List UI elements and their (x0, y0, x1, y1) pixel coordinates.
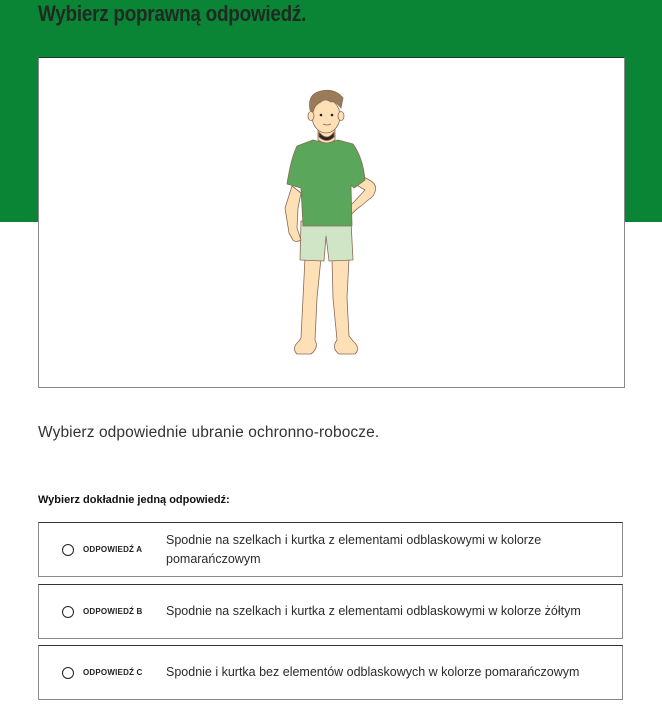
answer-option-c[interactable] (38, 645, 623, 700)
radio-button-c[interactable] (62, 667, 74, 679)
question-text: Wybierz odpowiednie ubranie ochronno-robocze. (38, 424, 380, 441)
question-image-frame (38, 57, 625, 388)
answer-text-c: Spodnie i kurtka bez elementów odblaskowych w kolorze pomarańczowym (166, 665, 580, 679)
radio-button-b[interactable] (62, 606, 74, 618)
answer-option-b[interactable] (38, 584, 623, 639)
answer-label-a: ODPOWIEDŹ A (83, 545, 143, 554)
answer-label-b: ODPOWIEDŹ B (83, 607, 143, 616)
answer-text-a: Spodnie na szelkach i kurtka z elementami odblaskowymi w kolorze pomarańczowym (166, 532, 542, 566)
answer-text-b: Spodnie na szelkach i kurtka z elementami odblaskowymi w kolorze żółtym (166, 604, 581, 618)
answer-option-a[interactable] (38, 522, 623, 577)
page-title: Wybierz poprawną odpowiedź. (38, 1, 307, 26)
answer-instruction: Wybierz dokładnie jedną odpowiedź: (38, 494, 230, 506)
radio-button-a[interactable] (62, 544, 74, 556)
answer-label-c: ODPOWIEDŹ C (83, 668, 143, 677)
person-illustration (39, 58, 624, 387)
